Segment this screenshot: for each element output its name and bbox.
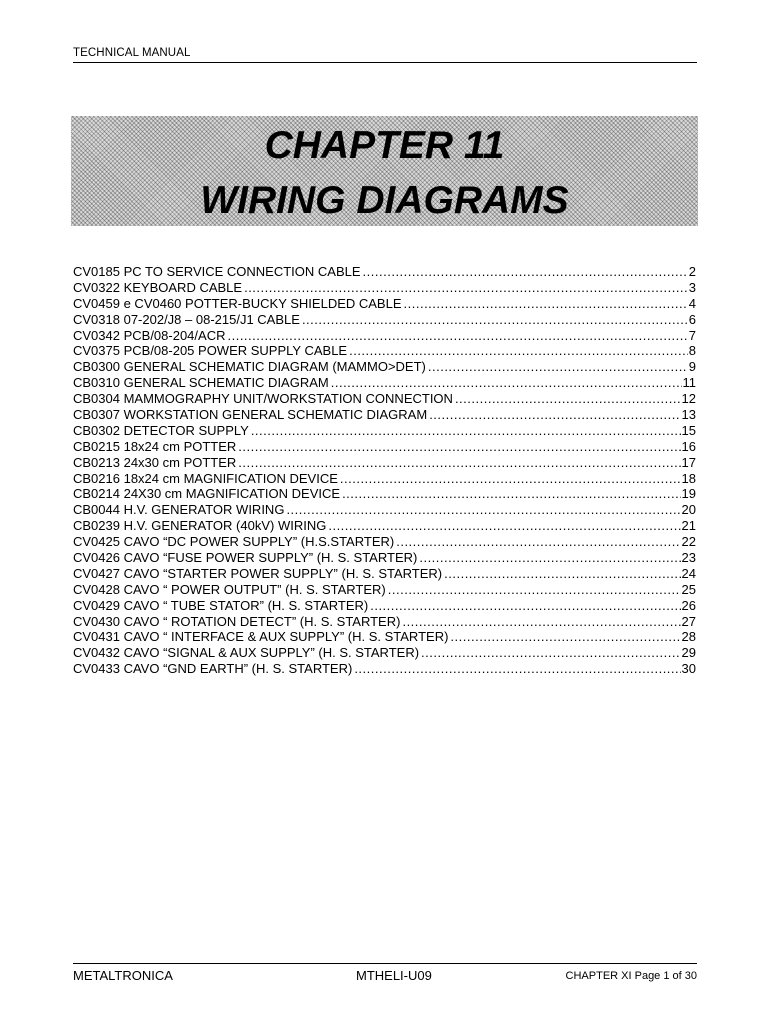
toc-dot-leader	[429, 407, 680, 423]
page-footer	[73, 963, 697, 984]
toc-entry[interactable]	[73, 296, 696, 312]
toc-entry-page-number: 25	[681, 581, 696, 597]
toc-entry-page-number: 20	[681, 502, 696, 518]
toc-entry[interactable]	[73, 534, 696, 550]
toc-entry[interactable]	[73, 280, 696, 296]
toc-dot-leader	[328, 518, 680, 534]
toc-entry-title: CV0429 CAVO “ TUBE STATOR” (H. S. STARTER)	[73, 597, 369, 613]
toc-dot-leader	[331, 375, 682, 391]
toc-entry[interactable]	[73, 502, 696, 518]
toc-entry-page-number: 13	[681, 407, 696, 423]
toc-dot-leader	[251, 423, 681, 439]
toc-entry-title: CV0185 PC TO SERVICE CONNECTION CABLE	[73, 264, 361, 279]
toc-entry[interactable]	[73, 486, 696, 502]
toc-dot-leader	[402, 614, 680, 630]
toc-dot-leader	[428, 359, 688, 375]
toc-dot-leader	[340, 471, 681, 487]
toc-entry[interactable]	[73, 423, 696, 439]
toc-dot-leader	[342, 486, 680, 502]
toc-dot-leader	[238, 439, 680, 455]
toc-entry[interactable]	[73, 264, 696, 280]
toc-entry[interactable]	[73, 518, 696, 534]
footer-company: METALTRONICA	[73, 968, 173, 983]
toc-entry-page-number: 7	[688, 327, 696, 343]
toc-entry[interactable]	[73, 391, 696, 407]
toc-entry-title: CV0428 CAVO “ POWER OUTPUT” (H. S. STARTER)	[73, 581, 386, 597]
toc-entry-page-number: 3	[688, 279, 696, 295]
toc-entry-title: CB0304 MAMMOGRAPHY UNIT/WORKSTATION CONNECTION	[73, 391, 453, 407]
toc-entry-title: CB0044 H.V. GENERATOR WIRING	[73, 502, 285, 518]
toc-entry-page-number: 29	[681, 645, 696, 661]
header-label: TECHNICAL MANUAL	[73, 47, 191, 59]
toc-dot-leader	[238, 455, 680, 471]
toc-dot-leader	[404, 296, 688, 312]
toc-entry-page-number: 26	[681, 597, 696, 613]
chapter-banner	[71, 116, 698, 226]
toc-entry-page-number: 8	[688, 343, 696, 359]
footer-document-code: MTHELI-U09	[356, 968, 432, 983]
toc-entry-title: CV0322 KEYBOARD CABLE	[73, 279, 243, 295]
toc-entry-title: CV0433 CAVO “GND EARTH” (H. S. STARTER)	[73, 661, 353, 677]
toc-dot-leader	[363, 264, 688, 280]
toc-entry-title: CB0239 H.V. GENERATOR (40kV) WIRING	[73, 518, 327, 534]
chapter-title: WIRING DIAGRAMS	[200, 179, 569, 222]
toc-dot-leader	[388, 582, 681, 598]
toc-dot-leader	[302, 312, 688, 328]
toc-entry-title: CV0432 CAVO “SIGNAL & AUX SUPPLY” (H. S. STARTER)	[73, 645, 420, 661]
toc-entry-title: CB0300 GENERAL SCHEMATIC DIAGRAM (MAMMO>DET)	[73, 359, 426, 375]
toc-dot-leader	[286, 502, 680, 518]
toc-entry-title: CV0425 CAVO “DC POWER SUPPLY” (H.S.STARTER)	[73, 534, 395, 550]
toc-entry[interactable]	[73, 550, 696, 566]
footer-page-info: CHAPTER XI Page 1 of 30	[565, 970, 697, 982]
table-of-contents	[73, 264, 696, 677]
toc-entry-title: CV0342 PCB/08-204/ACR	[73, 327, 226, 343]
toc-entry[interactable]	[73, 645, 696, 661]
toc-entry[interactable]	[73, 312, 696, 328]
toc-entry-title: CB0216 18x24 cm MAGNIFICATION DEVICE	[73, 470, 338, 486]
toc-entry[interactable]	[73, 343, 696, 359]
toc-entry-title: CB0307 WORKSTATION GENERAL SCHEMATIC DIAGRAM	[73, 407, 428, 423]
toc-dot-leader	[455, 391, 681, 407]
toc-entry-title: CB0302 DETECTOR SUPPLY	[73, 422, 249, 438]
toc-dot-leader	[419, 550, 680, 566]
toc-entry[interactable]	[73, 614, 696, 630]
toc-entry-title: CB0215 18x24 cm POTTER	[73, 438, 237, 454]
toc-entry-title: CV0426 CAVO “FUSE POWER SUPPLY” (H. S. STARTER)	[73, 550, 418, 566]
toc-entry-page-number: 12	[681, 391, 696, 407]
toc-entry-title: CV0318 07-202/J8 – 08-215/J1 CABLE	[73, 311, 300, 327]
toc-entry-page-number: 28	[681, 629, 696, 645]
toc-dot-leader	[244, 280, 688, 296]
toc-entry-page-number: 16	[681, 438, 696, 454]
toc-entry[interactable]	[73, 582, 696, 598]
toc-entry-page-number: 18	[681, 470, 696, 486]
toc-entry-page-number: 21	[681, 518, 696, 534]
toc-entry-title: CV0375 PCB/08-205 POWER SUPPLY CABLE	[73, 343, 348, 359]
toc-entry[interactable]	[73, 439, 696, 455]
toc-entry-page-number: 17	[681, 454, 696, 470]
toc-dot-leader	[396, 534, 680, 550]
toc-entry-page-number: 30	[681, 661, 696, 677]
toc-entry-page-number: 11	[682, 375, 696, 391]
toc-entry-page-number: 19	[681, 486, 696, 502]
toc-entry-title: CV0459 e CV0460 POTTER-BUCKY SHIELDED CABLE	[73, 295, 402, 311]
toc-entry[interactable]	[73, 455, 696, 471]
toc-entry[interactable]	[73, 661, 696, 677]
toc-entry-page-number: 23	[681, 550, 696, 566]
toc-entry-page-number: 6	[688, 311, 696, 327]
toc-entry-page-number: 9	[688, 359, 696, 375]
toc-entry-page-number: 2	[688, 264, 696, 279]
toc-entry[interactable]	[73, 375, 696, 391]
toc-entry[interactable]	[73, 566, 696, 582]
toc-dot-leader	[444, 566, 680, 582]
toc-entry-page-number: 4	[688, 295, 696, 311]
toc-entry[interactable]	[73, 629, 696, 645]
toc-entry[interactable]	[73, 328, 696, 344]
toc-dot-leader	[349, 343, 688, 359]
toc-dot-leader	[421, 645, 680, 661]
toc-entry-title: CV0431 CAVO “ INTERFACE & AUX SUPPLY” (H. S. STARTER)	[73, 629, 449, 645]
toc-dot-leader	[370, 598, 680, 614]
toc-entry[interactable]	[73, 359, 696, 375]
chapter-number: CHAPTER 11	[264, 124, 505, 167]
toc-entry-page-number: 24	[681, 565, 696, 581]
toc-entry-title: CV0427 CAVO “STARTER POWER SUPPLY” (H. S. STARTER)	[73, 565, 443, 581]
toc-entry-title: CV0430 CAVO “ ROTATION DETECT” (H. S. STARTER)	[73, 613, 401, 629]
toc-entry-title: CB0213 24x30 cm POTTER	[73, 454, 237, 470]
toc-dot-leader	[227, 328, 687, 344]
toc-entry[interactable]	[73, 598, 696, 614]
toc-entry[interactable]	[73, 471, 696, 487]
page-header	[73, 43, 697, 63]
toc-entry[interactable]	[73, 407, 696, 423]
toc-dot-leader	[450, 629, 680, 645]
toc-entry-page-number: 15	[681, 422, 696, 438]
toc-entry-page-number: 22	[681, 534, 696, 550]
toc-entry-page-number: 27	[681, 613, 696, 629]
toc-entry-title: CB0310 GENERAL SCHEMATIC DIAGRAM	[73, 375, 329, 391]
toc-dot-leader	[354, 661, 680, 677]
toc-entry-title: CB0214 24X30 cm MAGNIFICATION DEVICE	[73, 486, 341, 502]
